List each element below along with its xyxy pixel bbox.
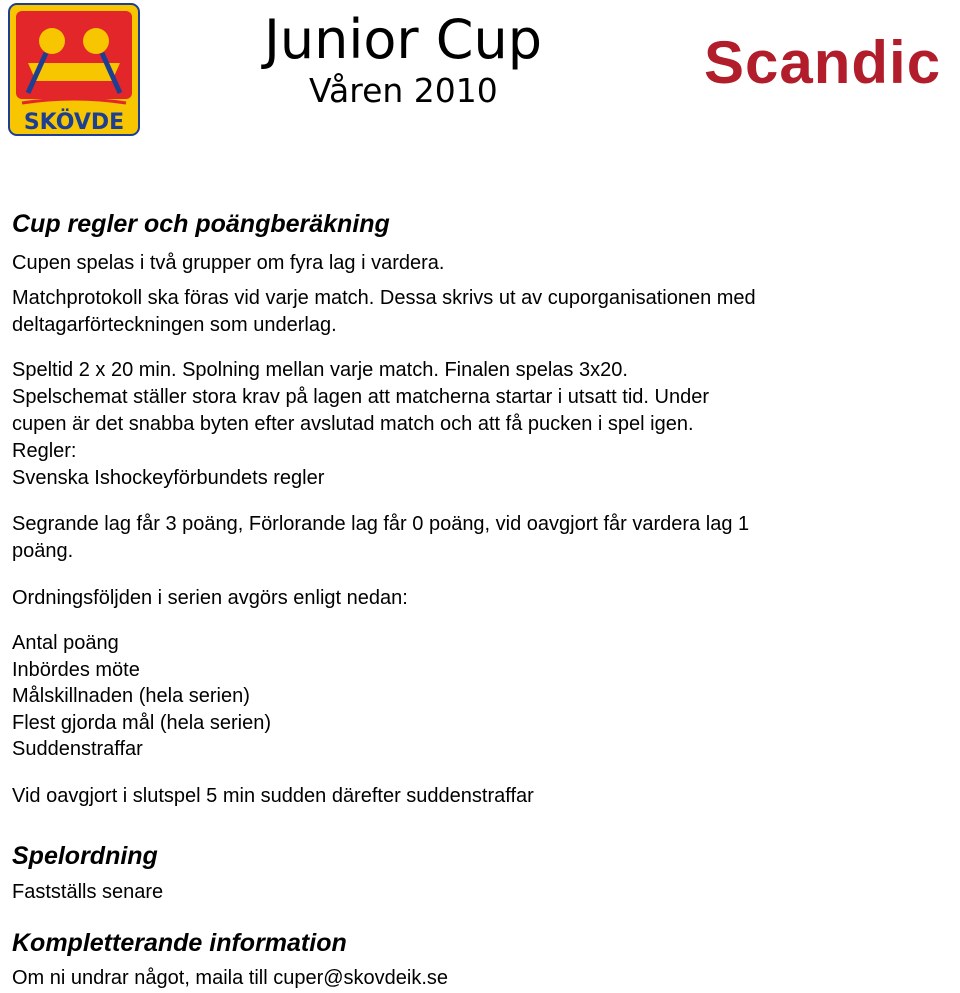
rules-line: Svenska Ishockeyförbundets regler — [12, 467, 325, 489]
rules-line: Cupen spelas i två grupper om fyra lag i vardera. — [12, 252, 445, 274]
page-title: Junior Cup — [264, 8, 542, 71]
rules-line: poäng. — [12, 540, 74, 562]
rules-line: Segrande lag får 3 poäng, Förlorande lag får 0 poäng, vid oavgjort får vardera lag 1 — [12, 513, 750, 535]
ranking-item: Antal poäng — [12, 632, 119, 654]
rules-line: Ordningsföljden i serien avgörs enligt nedan: — [12, 587, 408, 609]
info-heading: Kompletterande information — [12, 929, 347, 957]
scandic-logo: Scandic — [704, 29, 942, 96]
ranking-item: Suddenstraffar — [12, 738, 143, 760]
rules-line: Spelschemat ställer stora krav på lagen att matcherna startar i utsatt tid. Under — [12, 386, 709, 408]
rules-line: cupen är det snabba byten efter avslutad match och att få pucken i spel igen. — [12, 413, 694, 435]
order-heading: Spelordning — [12, 842, 158, 870]
ranking-item: Flest gjorda mål (hela serien) — [12, 712, 271, 734]
order-text: Fastställs senare — [12, 881, 164, 903]
rules-line: Regler: — [12, 440, 77, 462]
ranking-item: Inbördes möte — [12, 659, 140, 681]
rules-line: Vid oavgjort i slutspel 5 min sudden därefter suddenstraffar — [12, 785, 534, 807]
rules-line: Matchprotokoll ska föras vid varje match. Dessa skrivs ut av cuporganisationen med — [12, 287, 756, 309]
page-subtitle: Våren 2010 — [309, 71, 498, 110]
logo-text: SKÖVDE — [23, 110, 125, 135]
rules-line: deltagarförteckningen som underlag. — [12, 314, 337, 336]
skovde-logo — [8, 3, 140, 136]
info-text: Om ni undrar något, maila till cuper@skovdeik.se — [12, 967, 449, 989]
rules-line: Speltid 2 x 20 min. Spolning mellan varje match. Finalen spelas 3x20. — [12, 359, 628, 381]
rules-heading: Cup regler och poängberäkning — [12, 210, 390, 238]
ranking-item: Målskillnaden (hela serien) — [12, 685, 250, 707]
